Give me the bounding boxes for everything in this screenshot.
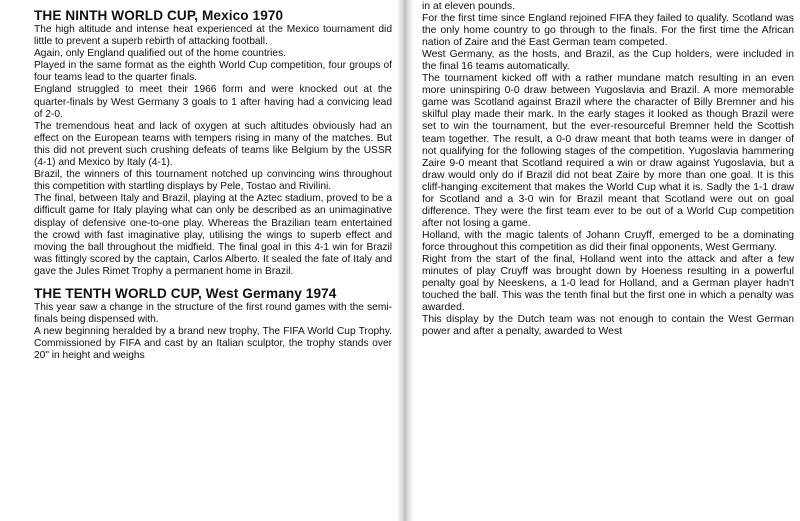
paragraph: For the first time since England rejoined FIFA they failed to qualify. Scotland was the only home country to go through to the finals. For the first time the African nation of Zaire and the East German team competed. [422,13,794,49]
paragraph: England struggled to meet their 1966 form and were knocked out at the quarter-finals by West Germany 3 goals to 1 after having had a convicing lead of 2-0. [34,84,392,120]
paragraph: Again, only England qualified out of the home countries. [34,48,287,60]
section-heading-ninth-world-cup: THE NINTH WORLD CUP, Mexico 1970 [34,8,284,23]
paragraph: Played in the same format as the eighth World Cup competition, four groups of four teams lead to the quarter finals. [34,60,392,84]
paragraph: Right from the start of the final, Holland went into the attack and after a few minutes of play Cruyff was brought down by Hoeness resulting in a powerful penalty goal by Neeskens, a 1-0 lead for Holland, and a German player hadn't touched the ball. This was the tenth final but the first one in which a penalty was awarded. [422,253,794,314]
paragraph: The high altitude and intense heat experienced at the Mexico tournament did little to prevent a superb rebirth of attacking football. [34,24,392,48]
paragraph: Brazil, the winners of this tournament notched up convincing wins throughout this competition with startling displays by Pele, Tostao and Rivilini. [34,169,392,193]
paragraph: A new beginning heralded by a brand new trophy, The FIFA World Cup Trophy. Commissioned by FIFA and cast by an Italian sculptor, the trophy stands over 20" in height and weighs [34,326,392,362]
paragraph: This year saw a change in the structure of the first round games with the semi-finals being dispensed with. [34,301,392,326]
paragraph: in at eleven pounds. [422,1,516,12]
paragraph: The tremendous heat and lack of oxygen at such altitudes obviously had an effect on the European teams with tempers rising in many of the matches. But this did not prevent such crushing defeats of teams like Belgium by the USSR (4-1) and Mexico by Italy (4-1). [34,120,392,169]
right-page [410,0,800,521]
paragraph: The tournament kicked off with a rather mundane match resulting in an even more uninspiring 0-0 draw between Yugoslavia and Brazil. A more memorable game was Scotland against Brazil where the character of Billy Bremner and his skilful play made their mark. In the early stages it looked as though Brazil were set to win the tournament, but the ever-resourceful Bremner held the Scottish team together. The result, a 0-0 draw meant that both teams were in danger of not qualifying for the following stages of the competition. Yugoslavia hammering Zaire 9-0 meant that Scotland required a win or draw against Yugoslavia, but a draw would only do if Brazil did not beat Zaire by more than one goal. It is this cliff-hanging excitement that makes the World Cup what it is. Sadly the 1-1 draw for Scotland and a 3-0 win for Brazil meant that Scotland were out on goal difference. They were the first team ever to be out of a World Cup competition after not losing a game. [422,73,794,229]
paragraph: Holland, with the magic talents of Johann Cruyff, emerged to be a dominating force throughout this competition as did their final opponents, West Germany. [422,229,794,253]
paragraph: This display by the Dutch team was not enough to contain the West German power and after a penalty, awarded to West [422,314,794,338]
section-heading-tenth-world-cup: THE TENTH WORLD CUP, West Germany 1974 [34,285,337,301]
paragraph: West Germany, as the hosts, and Brazil, as the Cup holders, were included in the final 16 teams automatically. [422,49,794,73]
paragraph: The final, between Italy and Brazil, playing at the Aztec stadium, proved to be a difficult game for Italy playing what can only be described as an unimaginative display of defensive one-to-one play. Whereas the Brazilian team entertained the crowd with fast imaginative play, utilising the wings to superb effect and moving the ball throughout the midfield. The final goal in this 4-1 win for Brazil was fittingly scored by the captain, Carlos Alberto. It sealed the fate of Italy and gave the Jules Rimet Trophy a permanent home in Brazil. [34,193,392,277]
